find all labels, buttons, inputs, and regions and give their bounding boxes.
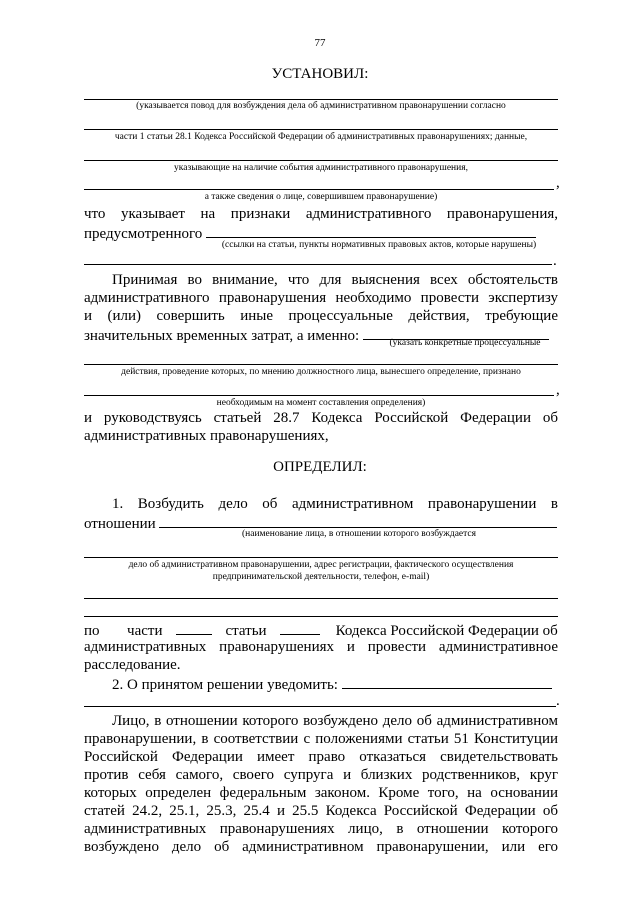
blank-line: [84, 616, 558, 617]
text-indicates: что указывает на признаки административного правонарушения,: [84, 206, 558, 222]
para-guided-line: и руководствуясь статьей 28.7 Кодекса Российской Федерации об: [84, 410, 558, 426]
page-number: 77: [314, 37, 326, 49]
blank-line: [84, 160, 558, 161]
text-part: части: [127, 623, 163, 639]
blank-field: [342, 674, 552, 689]
heading-established: УСТАНОВИЛ:: [271, 66, 369, 82]
blank-line: [84, 364, 558, 365]
para-considering-line: административного правонарушения необходимо провести экспертизу: [84, 290, 558, 306]
caption-reason-3: указывающие на наличие события административного правонарушения,: [174, 163, 468, 173]
item2: 2. О принятом решении уведомить:: [112, 677, 338, 693]
blank-line: [84, 395, 554, 396]
para-rights-line: статей 24.2, 25.1, 25.3, 25.4 и 25.5 Кодекса Российской Федерации об: [84, 803, 558, 819]
under-part-row: [84, 620, 558, 640]
blank-line: [84, 264, 552, 265]
text-code: Кодекса Российской Федерации об: [335, 623, 558, 639]
blank-field: [280, 620, 320, 635]
item1-line1: 1. Возбудить дело об административном правонарушении в: [112, 496, 558, 512]
para-guided-line: административных правонарушениях,: [84, 428, 329, 444]
comma: ,: [556, 175, 560, 191]
period: .: [553, 253, 557, 269]
blank-field: [176, 620, 212, 635]
under-part-line2: административных правонарушениях и провести административное: [84, 639, 558, 655]
para-rights-line: Российской Федерации имеет право отказаться свидетельствовать: [84, 749, 558, 765]
blank-line: [84, 129, 558, 130]
text-po: по: [84, 623, 100, 639]
blank-line: [84, 706, 556, 707]
comma: ,: [556, 382, 560, 398]
caption-person-2: дело об административном правонарушении, адрес регистрации, фактического осуществления: [128, 560, 514, 570]
under-part-line3: расследование.: [84, 657, 181, 673]
para-rights-line: Лицо, в отношении которого возбуждено дело об административном: [112, 713, 558, 729]
blank-line: [84, 189, 554, 190]
para-considering-line: значительных временных затрат, а именно:: [84, 328, 360, 344]
text-article: статьи: [225, 623, 267, 639]
caption-actions-2: действия, проведение которых, по мнению должностного лица, вынесшего определение, признано: [121, 367, 521, 377]
caption-person-1: (наименование лица, в отношении которого возбуждается: [242, 529, 476, 539]
para-rights-line: которых определен федеральным законом. Кроме того, на основании: [84, 785, 558, 801]
text-provided: предусмотренного: [84, 226, 203, 242]
caption-reason-1: (указывается повод для возбуждения дела об административном правонарушении согласно: [136, 101, 506, 111]
caption-actions-3: необходимым на момент составления определения): [216, 398, 426, 408]
item2-row: [112, 674, 558, 694]
item1-line2: отношении: [84, 516, 156, 532]
caption-actions-1: (указать конкретные процессуальные: [389, 338, 541, 348]
blank-field: [159, 513, 557, 528]
para-considering-line: Принимая во внимание, что для выяснения всех обстоятельств: [112, 272, 558, 288]
para-rights-line: административных правонарушениях лицо, в отношении которого: [84, 821, 558, 837]
para-rights-line: против себя самого, своего супруга и близких родственников, круг: [84, 767, 558, 783]
blank-field: [206, 223, 536, 238]
heading-determined: ОПРЕДЕЛИЛ:: [273, 459, 367, 475]
caption-refs: (ссылки на статьи, пункты нормативных правовых актов, которые нарушены): [221, 240, 537, 250]
caption-reason-2: части 1 статьи 28.1 Кодекса Российской Федерации об административных правонарушениях; данные,: [114, 132, 528, 142]
para-rights-line: правонарушении, в соответствии с положениями статьи 51 Конституции: [84, 731, 558, 747]
period: .: [556, 693, 560, 709]
blank-line: [84, 99, 558, 100]
caption-person-3: предпринимательской деятельности, телефон, e-mail): [212, 572, 430, 582]
para-considering-line: и (или) совершить иные процессуальные действия, требующие: [84, 308, 558, 324]
para-rights-line: возбуждено дело об административном правонарушении, или его: [84, 839, 558, 855]
blank-line: [84, 598, 558, 599]
blank-line: [84, 557, 558, 558]
caption-reason-4: а также сведения о лице, совершившем правонарушение): [204, 192, 438, 202]
